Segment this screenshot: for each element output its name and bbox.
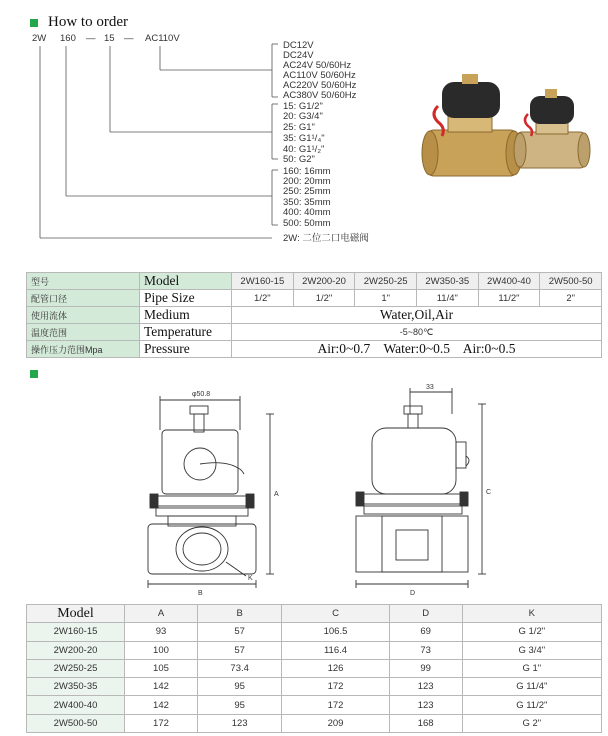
dims-cell: G 3/4": [462, 641, 601, 659]
dims-cell: G 11/4": [462, 678, 601, 696]
spec-temperature-value: -5~80℃: [232, 324, 602, 341]
spec-model-cell: 2W160-15: [232, 273, 294, 290]
dims-cell: 69: [389, 623, 462, 641]
code-voltage: AC110V: [145, 33, 180, 44]
dims-cell: 73: [389, 641, 462, 659]
front-view-drawing: [148, 396, 274, 588]
voltage-option: DC12V: [283, 40, 314, 51]
spec-pressure-value: Air:0~0.7 Water:0~0.5 Air:0~0.5: [232, 341, 602, 358]
dims-cell: 172: [282, 696, 389, 714]
orifice-option: 350: 35mm: [283, 197, 331, 208]
spec-row-medium: [27, 307, 602, 324]
spec-model-cell: 2W400-40: [478, 273, 540, 290]
port-option: 15: G1/2": [283, 101, 323, 112]
dims-cell: 73.4: [197, 659, 281, 677]
dims-cell: 99: [389, 659, 462, 677]
dims-header-cell: A: [125, 605, 198, 623]
code-series: 2W: [32, 33, 47, 44]
voltage-option: AC380V 50/60Hz: [283, 90, 357, 101]
orifice-option: 400: 40mm: [283, 207, 331, 218]
dims-cell: 105: [125, 659, 198, 677]
dims-cell: 57: [197, 641, 281, 659]
spec-model-cell: 2W350-35: [416, 273, 478, 290]
dims-row: [27, 696, 602, 714]
dims-cell: 95: [197, 696, 281, 714]
spec-row-pressure: [27, 341, 602, 358]
width-33-label: 33: [426, 384, 434, 391]
dims-cell: 123: [197, 714, 281, 732]
dims-header-row: [27, 605, 602, 623]
spec-label-cn: 操作压力范围Mpa: [27, 341, 140, 358]
spec-pipe-cell: 11/4": [416, 290, 478, 307]
dims-cell: 116.4: [282, 641, 389, 659]
dims-header-cell: C: [282, 605, 389, 623]
orifice-option: 160: 16mm: [283, 166, 331, 177]
dims-cell: G 1": [462, 659, 601, 677]
code-dash-1: —: [86, 33, 96, 44]
spec-label-en: Pipe Size: [140, 290, 232, 307]
spec-label-en: Pressure: [140, 341, 232, 358]
dim-c-label: C: [486, 489, 492, 496]
voltage-option: AC110V 50/60Hz: [283, 70, 356, 81]
dims-cell: 123: [389, 696, 462, 714]
dims-cell: 106.5: [282, 623, 389, 641]
spec-model-cell: 2W500-50: [540, 273, 602, 290]
dims-model-cell: 2W160-15: [27, 623, 125, 641]
spec-table: [26, 272, 602, 358]
dims-cell: 209: [282, 714, 389, 732]
small-valve-illustration: [514, 89, 590, 168]
dims-header-cell: D: [389, 605, 462, 623]
dims-cell: 172: [282, 678, 389, 696]
dims-row: [27, 641, 602, 659]
dims-model-cell: 2W500-50: [27, 714, 125, 732]
dims-cell: 168: [389, 714, 462, 732]
spec-label-cn: 配管口径: [27, 290, 140, 307]
dims-header-cell: K: [462, 605, 601, 623]
dims-cell: 93: [125, 623, 198, 641]
spec-medium-value: Water,Oil,Air: [232, 307, 602, 324]
code-port: 15: [104, 33, 115, 44]
spec-label-cn: 温度范围: [27, 324, 140, 341]
spec-pipe-cell: 11/2": [478, 290, 540, 307]
dims-row: [27, 623, 602, 641]
spec-pipe-cell: 2": [540, 290, 602, 307]
spec-model-cell: 2W250-25: [355, 273, 417, 290]
spec-pipe-cell: 1/2": [293, 290, 355, 307]
spec-label-en: Medium: [140, 307, 232, 324]
dims-cell: 123: [389, 678, 462, 696]
dim-d-label: D: [410, 590, 416, 597]
spec-row-pipe: [27, 290, 602, 307]
port-option: 20: G3/4": [283, 111, 323, 122]
series-label: 2W: 二位二口电磁阀: [283, 233, 369, 244]
dims-cell: G 2": [462, 714, 601, 732]
dims-header-cell: B: [197, 605, 281, 623]
dims-row: [27, 678, 602, 696]
dimension-table: [26, 604, 602, 733]
orifice-option: 250: 25mm: [283, 186, 331, 197]
dims-cell: 100: [125, 641, 198, 659]
dims-model-cell: 2W350-35: [27, 678, 125, 696]
code-dash-2: —: [124, 33, 134, 44]
voltage-option: AC220V 50/60Hz: [283, 80, 357, 91]
dims-model-cell: 2W200-20: [27, 641, 125, 659]
orifice-option: 200: 20mm: [283, 176, 331, 187]
dim-b-label: B: [198, 590, 203, 597]
dims-row: [27, 659, 602, 677]
dims-cell: 142: [125, 696, 198, 714]
dims-cell: 126: [282, 659, 389, 677]
port-option: 25: G1": [283, 122, 315, 133]
valve-product-photo: [412, 72, 600, 192]
voltage-option: DC24V: [283, 50, 314, 61]
diameter-label: φ50.8: [192, 391, 211, 398]
voltage-option: AC24V 50/60Hz: [283, 60, 352, 71]
dims-cell: G 11/2": [462, 696, 601, 714]
spec-label-en: Model: [140, 273, 232, 290]
dims-header-cell: Model: [27, 605, 125, 623]
spec-label-en: Temperature: [140, 324, 232, 341]
spec-model-cell: 2W200-20: [293, 273, 355, 290]
large-valve-illustration: [422, 74, 522, 176]
dimension-drawing: [120, 384, 500, 598]
spec-row-temperature: [27, 324, 602, 341]
order-title: How to order: [48, 14, 128, 30]
port-option: 40: G1¹/₂": [283, 144, 325, 155]
dims-cell: 172: [125, 714, 198, 732]
dims-model-cell: 2W400-40: [27, 696, 125, 714]
dim-k-label: K: [248, 575, 253, 582]
dims-model-cell: 2W250-25: [27, 659, 125, 677]
port-option: 50: G2": [283, 154, 315, 165]
port-option: 35: G1¹/₄": [283, 133, 325, 144]
spec-pipe-cell: 1/2": [232, 290, 294, 307]
dims-cell: G 1/2": [462, 623, 601, 641]
spec-pipe-cell: 1": [355, 290, 417, 307]
bullet-square-icon: [30, 370, 38, 378]
spec-label-cn: 使用流体: [27, 307, 140, 324]
dims-cell: 142: [125, 678, 198, 696]
dimension-section-header: [30, 370, 48, 378]
side-view-drawing: [356, 388, 486, 588]
dims-cell: 95: [197, 678, 281, 696]
dims-cell: 57: [197, 623, 281, 641]
spec-row-model: [27, 273, 602, 290]
bullet-square-icon: [30, 19, 38, 27]
dims-row: [27, 714, 602, 732]
spec-label-cn: 型号: [27, 273, 140, 290]
code-orifice: 160: [60, 33, 76, 44]
dim-a-label: A: [274, 491, 279, 498]
orifice-option: 500: 50mm: [283, 218, 331, 229]
